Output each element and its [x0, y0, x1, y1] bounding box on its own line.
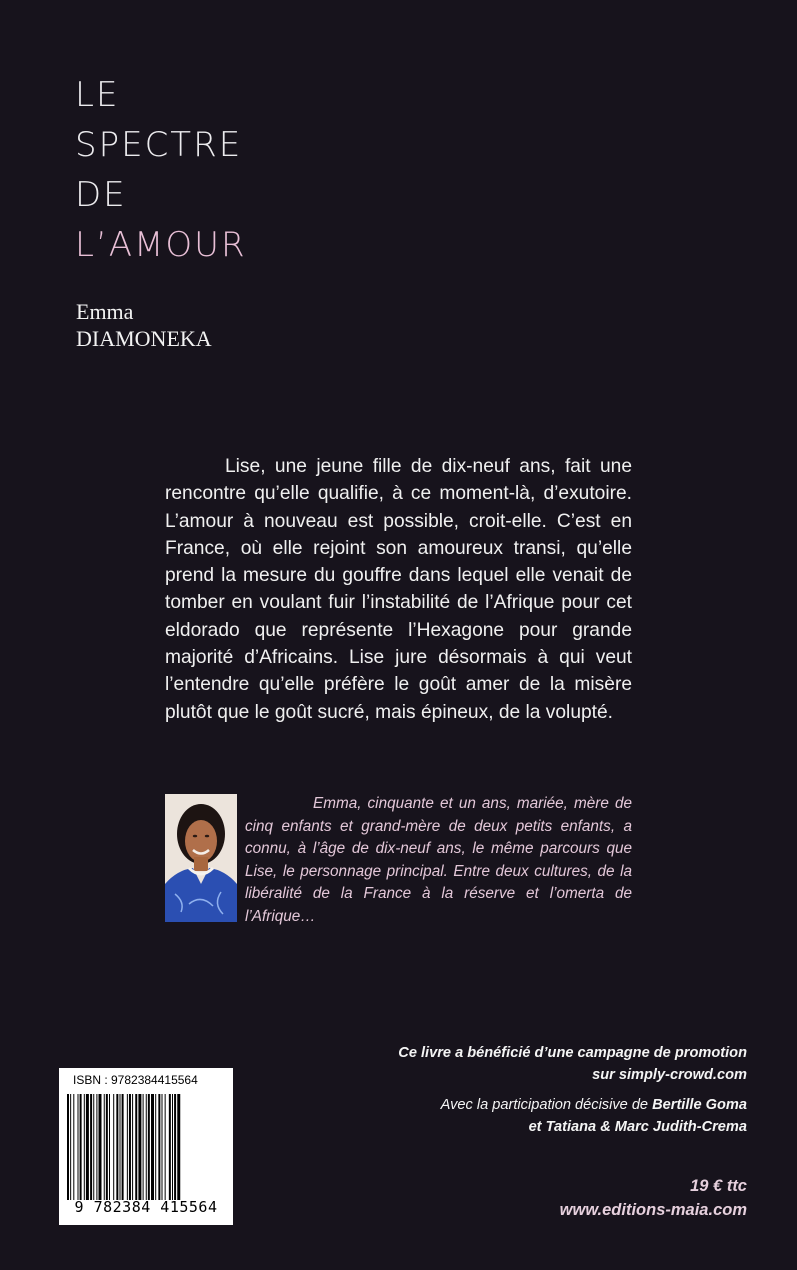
participant-2: Tatiana & Marc Judith-Crema: [545, 1118, 747, 1135]
author-first-name: Emma: [76, 299, 134, 324]
barcode-bars: [67, 1094, 225, 1200]
barcode-digits: 9 782384 415564: [74, 1198, 218, 1216]
book-title: [75, 70, 247, 270]
campaign-line-1: Ce livre a bénéficié d’une campagne de promotion: [398, 1045, 747, 1061]
author-photo: [165, 794, 237, 922]
isbn-barcode: [59, 1068, 233, 1225]
participation-joiner: et: [528, 1118, 542, 1135]
author-name: [76, 298, 212, 352]
author-bio: Emma, cinquante et un ans, mariée, mère de cinq enfants et grand-mère de deux petits enfants, a connu, à l’âge de dix-neuf ans, le même parcours que Lise, le personnage principal. Entre deux cultures, de la libéralité de la France à la réserve et l’omerta de l’Afrique…: [245, 795, 632, 925]
campaign-line-2: sur simply-crowd.com: [592, 1066, 747, 1083]
title-line-1: LE: [75, 75, 120, 115]
participant-1: Bertille Goma: [652, 1097, 747, 1113]
author-last-name: DIAMONEKA: [76, 326, 212, 351]
price-block: [447, 1174, 747, 1222]
price: 19 € ttc: [690, 1177, 747, 1195]
title-line-3: DE: [75, 175, 127, 215]
promotion-credits: [327, 1043, 747, 1138]
participation-prefix: Avec la participation décisive de: [440, 1097, 649, 1113]
participation-credits: [327, 1095, 747, 1138]
synopsis-text: Lise, une jeune fille de dix-neuf ans, fait une rencontre qu’elle qualifie, à ce moment-là, d’exutoire. L’amour à nouveau est possible, croit-elle. C’est en France, où elle rejoint son amoureux transi, qu’elle prend la mesure du gouffre dans lequel elle venait de tomber en voulant fuir l’instabilité de l’Afrique pour cet eldorado que représente l’Hexagone pour grande majorité d’Africains. Lise jure désormais à qui veut l’entendre qu’elle préfère le goût amer de la misère plutôt que le goût sucré, mais épineux, de la volupté.: [165, 456, 632, 723]
isbn-label: ISBN : 9782384415564: [73, 1073, 198, 1087]
title-line-2: SPECTRE: [75, 125, 243, 165]
publisher-website: www.editions-maia.com: [559, 1201, 747, 1219]
title-line-4: L’AMOUR: [75, 225, 247, 265]
